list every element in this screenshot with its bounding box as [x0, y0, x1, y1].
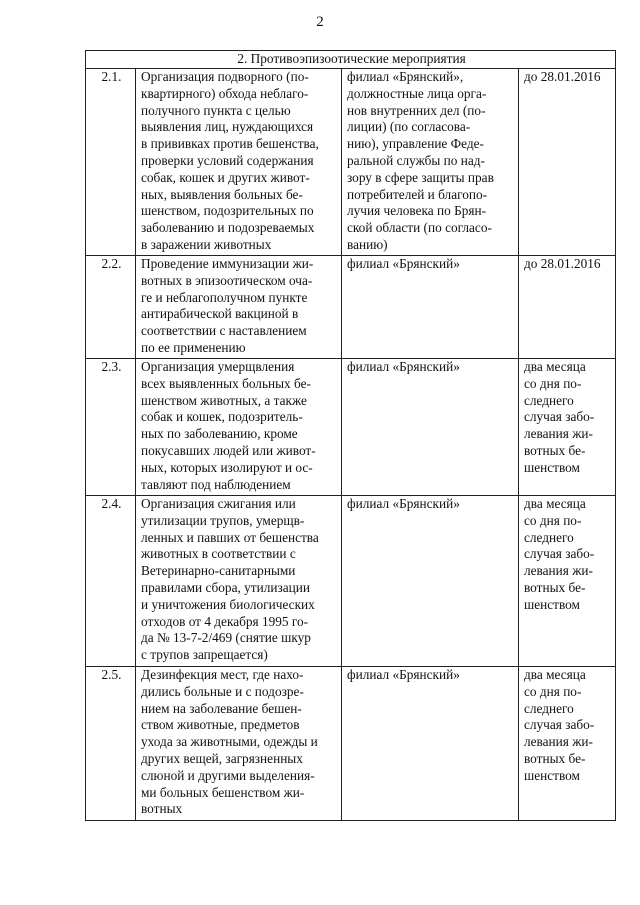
row-number: 2.4.: [86, 496, 136, 667]
responsible-text: филиал «Брянский»: [347, 359, 460, 374]
table-row: [86, 667, 616, 821]
deadline-cell: [519, 496, 616, 667]
deadline-text: два месяца со дня по- следнего случая забо- левания жи- вотных бе- шенством: [524, 496, 595, 612]
deadline-cell: [519, 667, 616, 821]
measure-text: Организация умерщвления всех выявленных больных бе- шенством животных, а также собак и кошек, подозритель- ных по заболеванию, кроме покусавших людей или живот- ных, которых изолируют и ос- тавляют под наблюдением: [141, 359, 316, 492]
responsible-cell: [342, 496, 519, 667]
responsible-text: филиал «Брянский»: [347, 256, 460, 271]
table-row: [86, 256, 616, 359]
responsible-cell: [342, 256, 519, 359]
deadline-cell: [519, 69, 616, 256]
measure-cell: [136, 359, 342, 496]
responsible-text: филиал «Брянский», должностные лица орга- нов внутренних дел (по- лиции) (по согласова- нию), управление Феде- ральной службы по над- зору в сфере защиты прав потребителей и благопо- лучия человека по Брян- ской области (по согласо- ванию): [347, 69, 494, 252]
table-row: [86, 69, 616, 256]
deadline-text: до 28.01.2016: [524, 69, 601, 84]
section-title: 2. Противоэпизоотические мероприятия: [86, 51, 616, 69]
row-number: 2.2.: [86, 256, 136, 359]
responsible-text: филиал «Брянский»: [347, 667, 460, 682]
measure-cell: [136, 496, 342, 667]
page-number: 2: [316, 14, 324, 30]
measure-cell: [136, 69, 342, 256]
row-number: 2.1.: [86, 69, 136, 256]
measure-cell: [136, 256, 342, 359]
measure-text: Проведение иммунизации жи- вотных в эпизоотическом оча- ге и неблагополучном пункте антирабической вакциной в соответствии с наставлением по ее применению: [141, 256, 314, 355]
deadline-cell: [519, 256, 616, 359]
section-header-row: [86, 51, 616, 69]
responsible-cell: [342, 667, 519, 821]
table-row: [86, 359, 616, 496]
table-row: [86, 496, 616, 667]
responsible-text: филиал «Брянский»: [347, 496, 460, 511]
deadline-text: два месяца со дня по- следнего случая забо- левания жи- вотных бе- шенством: [524, 667, 595, 783]
row-number: 2.5.: [86, 667, 136, 821]
measures-table: [85, 50, 616, 821]
deadline-text: два месяца со дня по- следнего случая забо- левания жи- вотных бе- шенством: [524, 359, 595, 475]
responsible-cell: [342, 359, 519, 496]
row-number: 2.3.: [86, 359, 136, 496]
measure-cell: [136, 667, 342, 821]
measure-text: Дезинфекция мест, где нахо- дились больные и с подозре- нием на заболевание бешен- ством животные, предметов ухода за животными, одежды и других вещей, загрязненных слюной и другими выделения- ми больных бешенством жи- вотных: [141, 667, 318, 817]
measure-text: Организация сжигания или утилизации трупов, умерщв- ленных и павших от бешенства животных в соответствии с Ветеринарно-санитарными правилами сбора, утилизации и уничтожения биологических отходов от 4 декабря 1995 го- да № 13-7-2/469 (снятие шкур с трупов запрещается): [141, 496, 319, 663]
responsible-cell: [342, 69, 519, 256]
deadline-text: до 28.01.2016: [524, 256, 601, 271]
deadline-cell: [519, 359, 616, 496]
measure-text: Организация подворного (по- квартирного) обхода неблаго- получного пункта с целью выявления лиц, нуждающихся в прививках против бешенства, проверки условий содержания собак, кошек и других живот- ных, выявления больных бе- шенством, подозрительных по заболеванию и подозреваемых в заражении животных: [141, 69, 319, 252]
